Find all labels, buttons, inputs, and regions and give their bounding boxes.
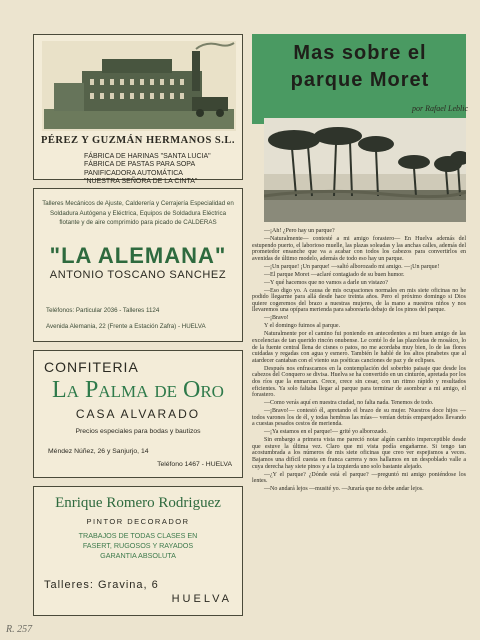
ad-title: CONFITERIA bbox=[44, 359, 139, 375]
ad-address: Talleres: Gravina, 6 bbox=[44, 579, 159, 591]
article-paragraph: Y el domingo fuimos al parque. bbox=[264, 323, 341, 330]
article-paragraph: —No andará lejos —musité yo. —Juraría que no debe andar lejos. bbox=[264, 486, 424, 493]
service-line: TRABAJOS DE TODAS CLASES EN bbox=[78, 531, 198, 540]
ad-role: PINTOR DECORADOR bbox=[86, 517, 190, 526]
factory-illustration bbox=[42, 41, 236, 131]
article-paragraph: —Eso digo yo. A causa de mis ocupaciones normales en mis siete oficinas no he podido llegarme para allá desde hace treinta años. Pero el próximo domingo si Dios quiere cogeremos del brazo a nuestras mujeres, de la mano a nuestros niños y nos llevaremos una opípara merienda para saborearla debajo de los pinos del parque. bbox=[252, 287, 466, 314]
article-paragraph: —Naturalmente— contesté a mi amigo forastero— En Huelva además del estupendo puerto, el laborioso muelle, las plazas soleadas y las anchas calles, además del prometedor ensanche que va a acabar con todos los cabezos para convertirlos en avenidas de último modelo, además de todo eso hay un parque. bbox=[252, 235, 466, 262]
ad-phone: Teléfono 1467 - HUELVA bbox=[157, 461, 232, 468]
article-title bbox=[260, 40, 460, 94]
article-title-line: parque Moret bbox=[290, 69, 430, 91]
article-paragraph: —¡Un parque! ¡Un parque! —saltó alborozado mi amigo. —¡Un parque! bbox=[264, 263, 440, 270]
ad-address: Méndez Núñez, 26 y Sanjurjo, 14 bbox=[48, 448, 149, 455]
article-paragraph: —¡Bravo!— contestó él, apretando el brazo de su mujer. Nuestros doce hijos —todos varones los de él, y todas hembras las mías— venían detrás emparejados llevando a cuestas pesados cestos de merienda. bbox=[252, 408, 466, 428]
activity-line: "NUESTRA SEÑORA DE LA CINTA" bbox=[84, 178, 198, 186]
article-paragraph: —¡Bravo! bbox=[264, 315, 289, 322]
article-paragraph: —Como verás aquí en nuestra ciudad, no falta nada. Tenemos de todo. bbox=[264, 400, 434, 407]
article-paragraph: Naturalmente por el camino fui poniendo en antecedentes a mi buen amigo de las excelencias de tan querido rincón onubense. Le conté lo de las plazoletas de mosáico, lo de la fuente central llena de cisnes o patos, no me acordaba muy bien, lo de las flores cuidadas y regadas con agua y esmero. También le hablé de los altos pinabetes que al atardecer cantaban con el viento sus poéticas canciones de paz y de eclipses. bbox=[252, 331, 466, 364]
ad-la-alemana bbox=[33, 188, 243, 342]
article-paragraph: —Y qué hacemos que no vamos a darle un vistazo? bbox=[264, 279, 388, 286]
article-paragraph: —¡Ah! ¿Pero hay un parque? bbox=[264, 228, 335, 234]
ad-city: HUELVA bbox=[171, 593, 232, 605]
company-activities bbox=[84, 153, 236, 187]
ad-brand: La Palma de Oro bbox=[52, 377, 224, 403]
ad-confiteria bbox=[33, 350, 243, 478]
activity-line: FÁBRICA DE HARINAS "SANTA LUCIA" bbox=[84, 153, 211, 160]
article-paragraph: Sin embargo a primera vista me pareció notar algún cambio imperceptible desde que estuve la última vez. Claro que mi vista podía engañarme. Si tengo tan acostumbrada a los números de mis siete oficinas que creo ver espejismos a veces. Bajamos una difícil cuesta en franca carrera y nos hallamos en un despoblado valle a cuya derecha hay siete pinos y a la izquierda uno solo bastante alejado. bbox=[252, 437, 466, 470]
ad-romero-pintor bbox=[33, 486, 243, 616]
activity-line: FÁBRICA DE PASTAS PARA SOPA bbox=[84, 161, 196, 169]
ad-services bbox=[34, 531, 242, 561]
catalog-mark: R. 257 bbox=[6, 624, 33, 635]
article-paragraph: —El parque Moret —aclaré contagiado de su buen humor. bbox=[264, 271, 405, 278]
article-body bbox=[252, 228, 466, 608]
article-author: por Rafael Leblic bbox=[412, 104, 468, 113]
park-photo bbox=[264, 118, 466, 222]
ad-perez-guzman bbox=[33, 34, 243, 186]
article-paragraph: Después nos enfrascamos en la contemplación del soberbio paisaje que desde los cabezos del Conquero se divisa. Huelva se ha convertido en un cinturón, apretada por los dos ríos que la enmarcan. Crece, crece sin cesar, con un ritmo rápido y resultados eficientes. Ya solo faltaba llegar al parque para terminar de asombrar a mi amigo, el forastero. bbox=[252, 365, 466, 399]
service-line: FASERT, RUGOSOS Y RAYADOS bbox=[82, 541, 194, 550]
article-title-line: Mas sobre el bbox=[293, 42, 427, 64]
ad-intro-text: Talleres Mecánicos de Ajuste, Calderería y Cerrajería Especialidad en Soldadura Autógena y Eléctrica, Equipos de Soldadura Eléctrica flotante y de aire comprimido para picado de CALDERAS bbox=[42, 200, 234, 226]
ad-address: Avenida Alemania, 22 (Frente a Estación Zafra) - HUELVA bbox=[46, 323, 206, 330]
ad-owner: ANTONIO TOSCANO SANCHEZ bbox=[49, 269, 227, 281]
ad-name: Enrique Romero Rodriguez bbox=[55, 495, 221, 511]
article-paragraph: —¿Y el parque? ¿Dónde está el parque? —preguntó mi amigo poniéndose los lentes. bbox=[252, 471, 466, 485]
company-name: PÉREZ Y GUZMÁN HERMANOS S.L. bbox=[40, 135, 236, 146]
activity-line: PANIFICADORA AUTOMÁTICA bbox=[84, 169, 183, 177]
ad-phones: Teléfonos: Particular 2036 - Talleres 1124 bbox=[46, 307, 160, 314]
service-line: GARANTIA ABSOLUTA bbox=[100, 551, 176, 560]
ad-subtitle: CASA ALVARADO bbox=[75, 407, 201, 421]
ad-prices: Precios especiales para bodas y bautizos bbox=[75, 428, 201, 435]
article-paragraph: —¡Ya estamos en el parque!— grité yo alborozado. bbox=[264, 429, 388, 436]
ad-brand: "LA ALEMANA" bbox=[49, 243, 227, 268]
